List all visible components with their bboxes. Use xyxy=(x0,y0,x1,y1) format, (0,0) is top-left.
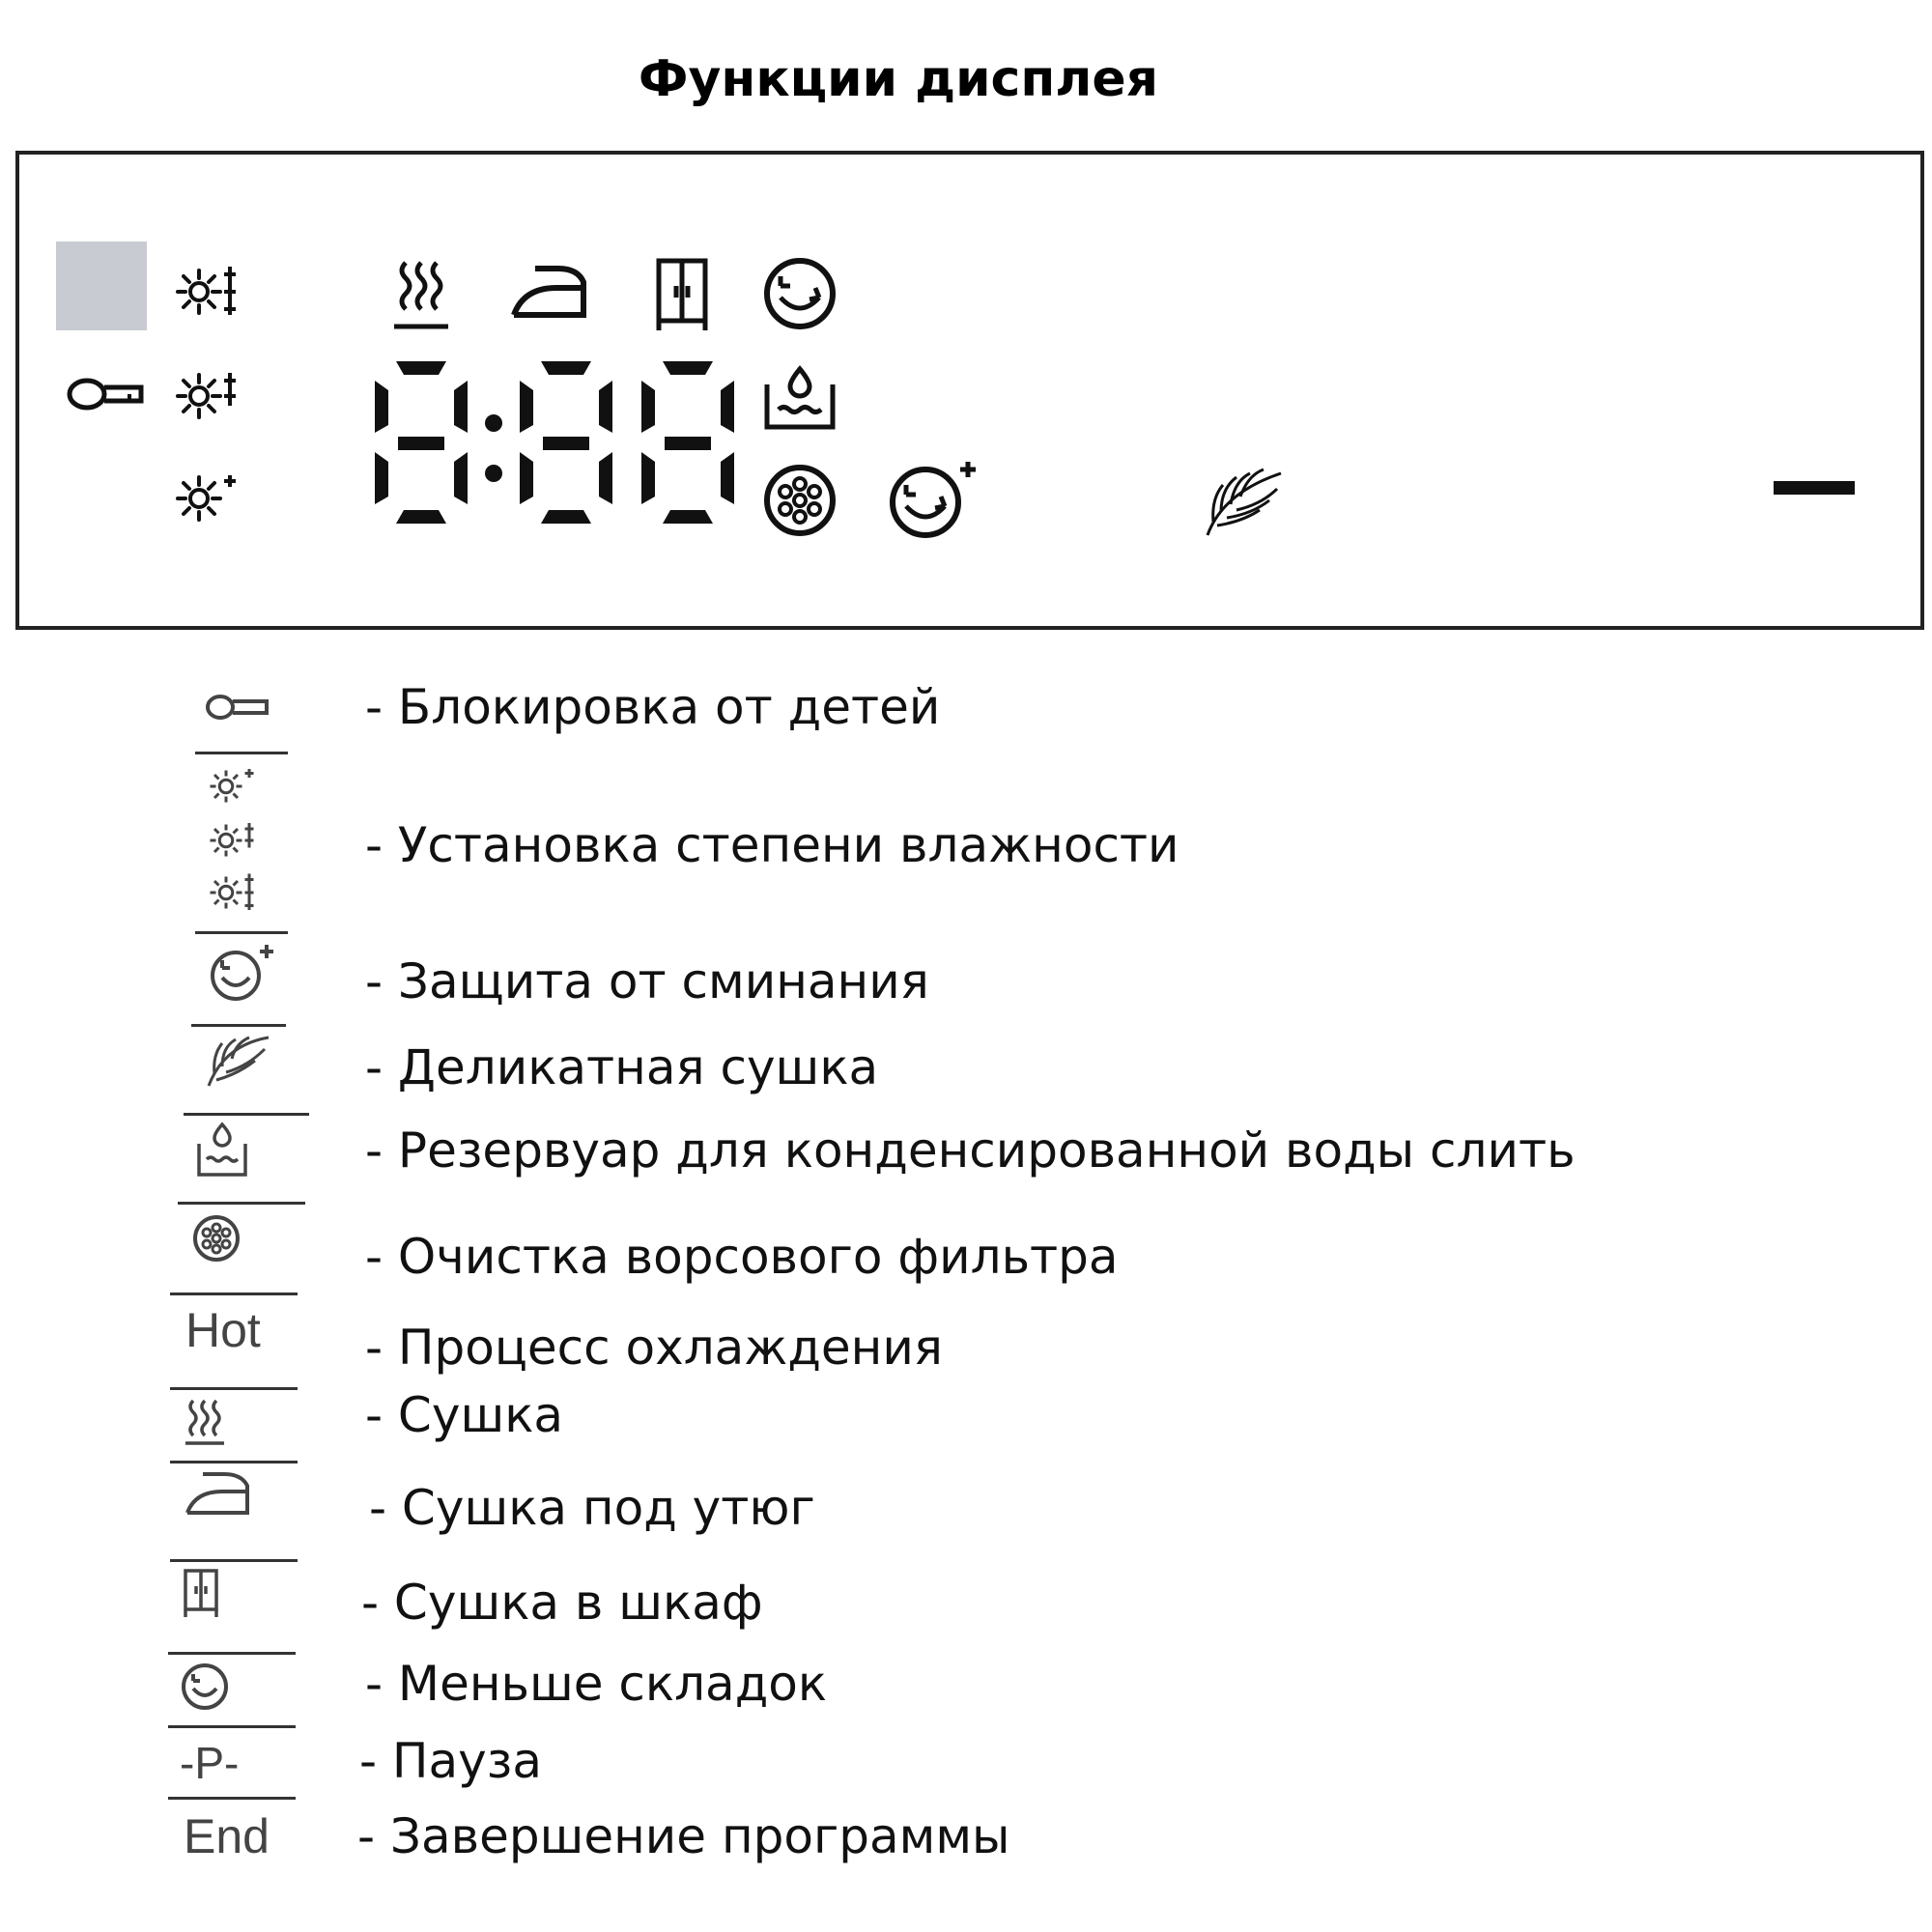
less-creases-icon xyxy=(767,261,833,327)
feather-icon xyxy=(1208,469,1281,535)
key-icon xyxy=(70,381,141,408)
seven-segment-display xyxy=(375,361,734,524)
legend-separator xyxy=(184,1113,309,1116)
drying-icon xyxy=(394,263,448,327)
legend-separator xyxy=(178,1202,305,1205)
legend-separator xyxy=(170,1387,298,1390)
legend-label-cooling: - Процесс охлаждения xyxy=(365,1320,943,1376)
digit-2 xyxy=(520,361,612,524)
humidity-levels-icon xyxy=(205,761,272,916)
display-panel xyxy=(15,151,1924,630)
feather-icon xyxy=(205,1032,272,1092)
iron-icon xyxy=(514,269,583,315)
legend-label-pause: - Пауза xyxy=(359,1733,542,1789)
lint-filter-icon xyxy=(767,468,833,533)
legend-separator xyxy=(195,752,288,754)
drying-icon xyxy=(184,1397,230,1447)
legend-label-water-tank: - Резервуар для конденсированной воды слить xyxy=(365,1122,1576,1179)
humidity-high-icon xyxy=(178,267,236,315)
legend-label-humidity: - Установка степени влажности xyxy=(365,817,1179,873)
legend-label-drying: - Сушка xyxy=(365,1387,564,1443)
legend-label-iron-dry: - Сушка под утюг xyxy=(369,1480,815,1536)
hot-code: Hot xyxy=(185,1303,261,1357)
colon-bottom xyxy=(485,465,502,482)
legend-separator xyxy=(191,1024,286,1027)
legend-separator xyxy=(168,1797,296,1800)
water-tank-icon xyxy=(767,369,833,427)
legend-separator xyxy=(170,1461,298,1463)
cupboard-icon xyxy=(182,1567,222,1619)
legend-label-lint-filter: - Очистка ворсового фильтра xyxy=(365,1229,1119,1285)
dash-indicator xyxy=(1774,481,1855,495)
water-tank-icon xyxy=(195,1121,253,1180)
legend-label-child-lock: - Блокировка от детей xyxy=(365,679,941,735)
digit-3 xyxy=(641,361,734,524)
iron-icon xyxy=(184,1470,253,1520)
legend-separator xyxy=(170,1559,298,1562)
legend-label-cupboard-dry: - Сушка в шкаф xyxy=(361,1575,763,1631)
anti-crease-plus-icon xyxy=(207,941,280,1005)
legend-label-end: - Завершение программы xyxy=(357,1808,1010,1864)
less-creases-icon xyxy=(180,1660,234,1714)
humidity-mid-icon xyxy=(178,373,236,417)
legend-separator xyxy=(195,931,288,934)
page-title: Функции дисплея xyxy=(638,50,1159,108)
legend-label-anti-crease: - Защита от сминания xyxy=(365,953,929,1009)
legend-label-delicate: - Деликатная сушка xyxy=(365,1039,879,1095)
colon-top xyxy=(485,414,502,432)
key-icon xyxy=(205,688,274,726)
legend-label-less-creases: - Меньше складок xyxy=(365,1656,828,1712)
pause-code: -P- xyxy=(180,1738,240,1788)
humidity-low-icon xyxy=(178,475,236,520)
indicator-box xyxy=(56,242,147,330)
legend-separator xyxy=(168,1725,296,1728)
legend-separator xyxy=(168,1652,296,1655)
anti-crease-plus-icon xyxy=(893,462,976,535)
cupboard-icon xyxy=(659,261,705,330)
legend-separator xyxy=(170,1293,298,1295)
end-code: End xyxy=(184,1809,270,1863)
digit-1 xyxy=(375,361,468,524)
lint-filter-icon xyxy=(189,1211,247,1269)
